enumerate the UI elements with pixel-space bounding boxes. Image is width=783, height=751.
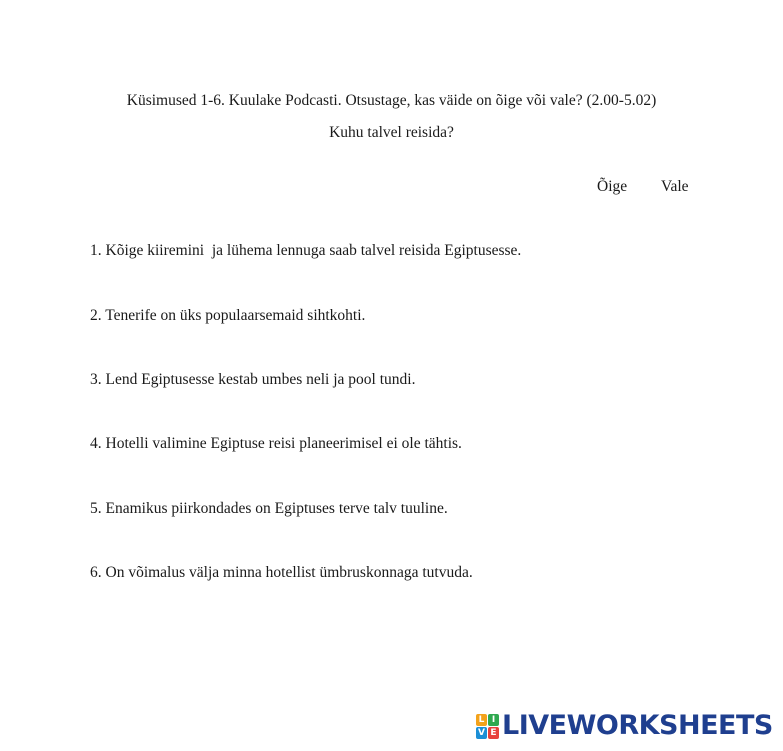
logo-mark-letter: L — [476, 714, 487, 726]
logo-mark-letter: I — [488, 714, 499, 726]
liveworksheets-logo[interactable] — [476, 710, 773, 742]
question-1: 1. Kõige kiiremini ja lühema lennuga saab talvel reisida Egiptusesse. — [90, 242, 522, 259]
question-3: 3. Lend Egiptusesse kestab umbes neli ja pool tundi. — [90, 371, 416, 388]
worksheet-title: Kuhu talvel reisida? — [329, 124, 454, 141]
logo-mark-icon — [476, 714, 498, 738]
column-header-true: Õige — [597, 178, 628, 195]
logo-wordmark: LIVEWORKSHEETS — [502, 710, 773, 741]
question-2: 2. Tenerife on üks populaarsemaid sihtkohti. — [90, 307, 366, 324]
logo-mark-letter: E — [488, 727, 499, 739]
logo-mark-letter: V — [476, 727, 487, 739]
question-6: 6. On võimalus välja minna hotellist ümbruskonnaga tutvuda. — [90, 564, 473, 581]
column-header-false: Vale — [661, 178, 689, 195]
question-4: 4. Hotelli valimine Egiptuse reisi planeerimisel ei ole tähtis. — [90, 435, 462, 452]
instruction-text: Küsimused 1-6. Kuulake Podcasti. Otsustage, kas väide on õige või vale? (2.00-5.02) — [126, 92, 657, 109]
question-5: 5. Enamikus piirkondades on Egiptuses terve talv tuuline. — [90, 500, 448, 517]
